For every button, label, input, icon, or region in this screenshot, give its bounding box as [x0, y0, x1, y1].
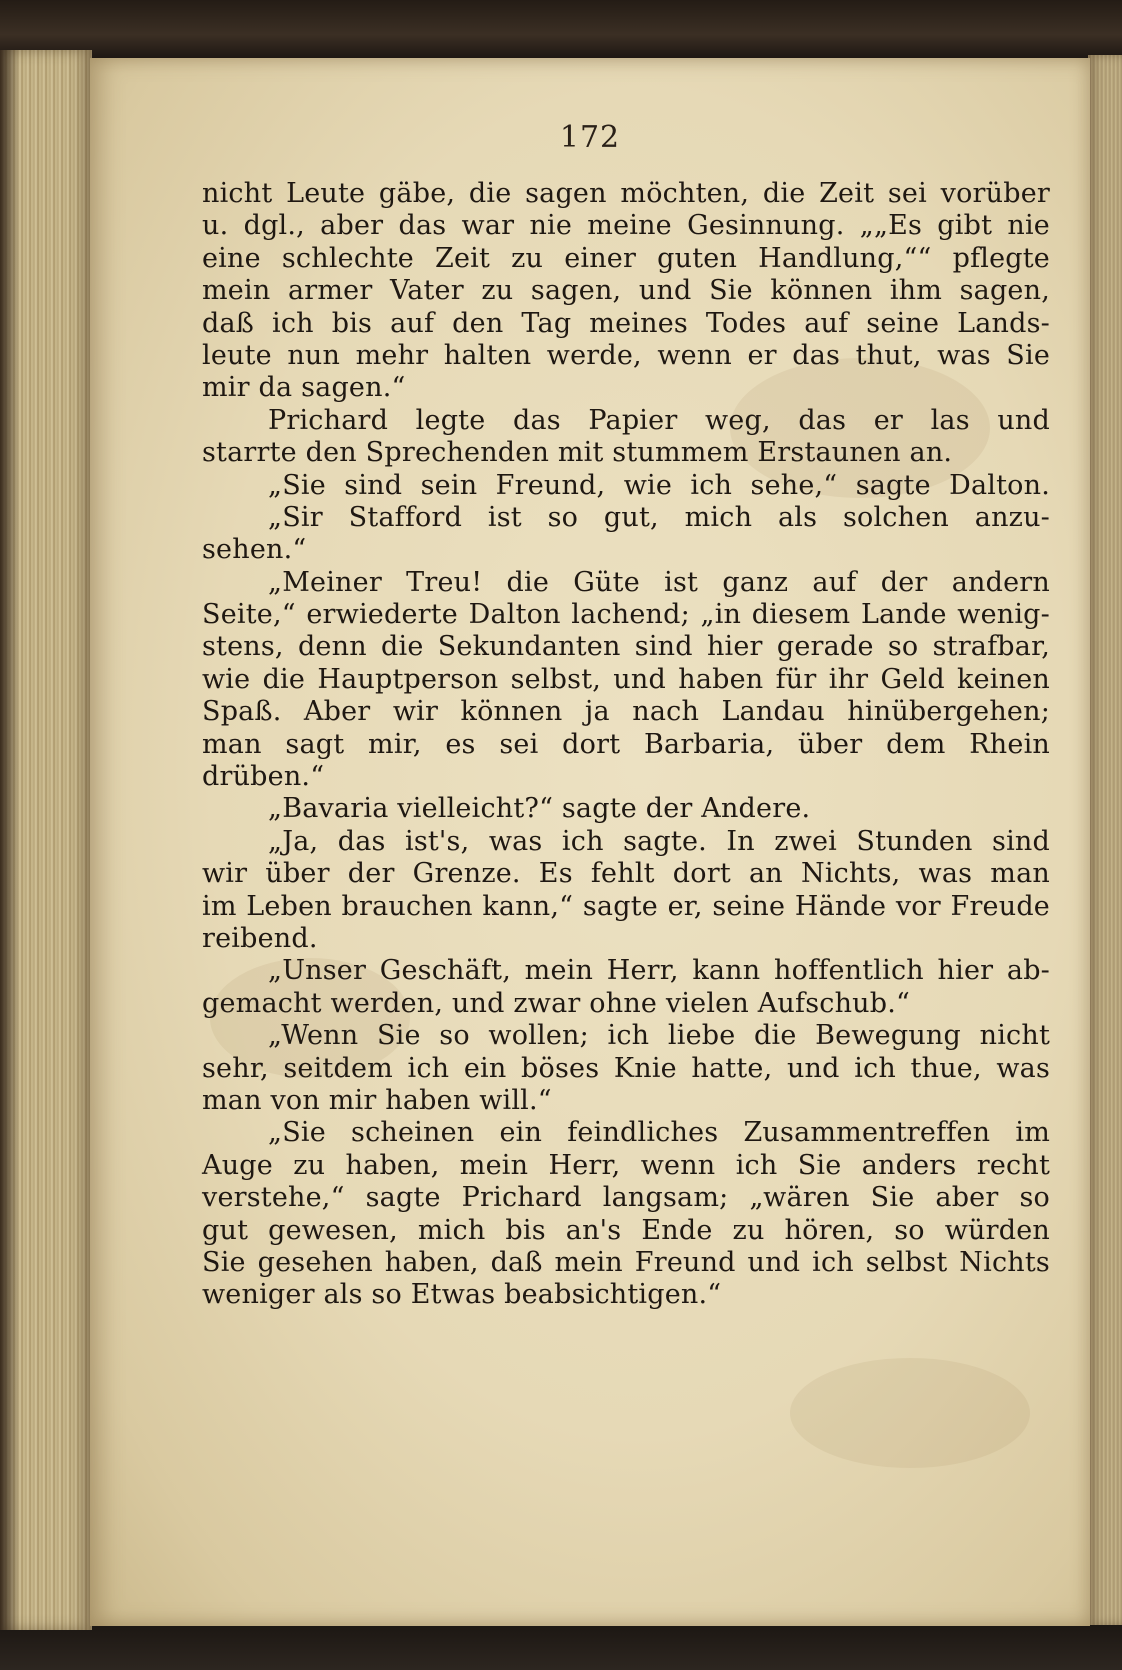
- text-line: eine schlechte Zeit zu einer guten Handlung,““ pflegte: [202, 242, 1050, 274]
- text-line: „Ja, das ist's, was ich sagte. In zwei Stunden sind: [268, 825, 1050, 857]
- text-line: nicht Leute gäbe, die sagen möchten, die Zeit sei vorüber: [202, 178, 1050, 209]
- text-line: starrte den Sprechenden mit stummem Erstaunen an.: [202, 437, 953, 469]
- text-line: u. dgl., aber das war nie meine Gesinnung. „„Es gibt nie: [202, 210, 1050, 242]
- body-text: [202, 178, 1050, 1312]
- text-line: Seite,“ erwiederte Dalton lachend; „in diesem Lande wenig-: [202, 599, 1050, 631]
- text-line: stens, denn die Sekundanten sind hier gerade so strafbar,: [202, 631, 1050, 663]
- text-line: wie die Hauptperson selbst, und haben für ihr Geld keinen: [202, 663, 1050, 695]
- text-line: gemacht werden, und zwar ohne vielen Aufschub.“: [202, 987, 911, 1019]
- text-line: „Bavaria vielleicht?“ sagte der Andere.: [268, 793, 811, 825]
- text-line: wir über der Grenze. Es fehlt dort an Nichts, was man: [202, 858, 1050, 890]
- book-page: [90, 58, 1090, 1626]
- book-binding-bottom: [0, 1622, 1122, 1670]
- text-line: Sie gesehen haben, daß mein Freund und ich selbst Nichts: [202, 1246, 1050, 1278]
- text-line: Prichard legte das Papier weg, das er las und: [268, 404, 1050, 436]
- text-line: man sagt mir, es sei dort Barbaria, über dem Rhein: [202, 728, 1050, 760]
- text-line: sehr, seitdem ich ein böses Knie hatte, und ich thue, was: [202, 1052, 1050, 1084]
- text-line: im Leben brauchen kann,“ sagte er, seine Hände vor Freude: [202, 890, 1050, 922]
- text-line: „Meiner Treu! die Güte ist ganz auf der andern: [268, 566, 1050, 598]
- text-line: weniger als so Etwas beabsichtigen.“: [202, 1279, 722, 1311]
- page-edges-right: [1088, 55, 1122, 1625]
- page-number: 172: [559, 120, 621, 155]
- paper-stain: [790, 1358, 1030, 1468]
- text-line: „Wenn Sie so wollen; ich liebe die Bewegung nicht: [268, 1020, 1050, 1052]
- text-line: sehen.“: [202, 534, 307, 566]
- text-line: „Unser Geschäft, mein Herr, kann hoffentlich hier ab-: [268, 955, 1050, 987]
- text-line: gut gewesen, mich bis an's Ende zu hören, so würden: [202, 1214, 1050, 1246]
- text-line: daß ich bis auf den Tag meines Todes auf seine Lands-: [202, 307, 1050, 339]
- text-line: man von mir haben will.“: [202, 1084, 552, 1116]
- text-line: leute nun mehr halten werde, wenn er das thut, was Sie: [202, 339, 1050, 371]
- text-line: mir da sagen.“: [202, 372, 406, 404]
- text-line: drüben.“: [202, 761, 325, 793]
- text-line: Spaß. Aber wir können ja nach Landau hinübergehen;: [202, 696, 1050, 728]
- text-line: mein armer Vater zu sagen, und Sie können ihm sagen,: [202, 275, 1050, 307]
- text-line: „Sir Stafford ist so gut, mich als solchen anzu-: [268, 501, 1050, 533]
- text-line: „Sie sind sein Freund, wie ich sehe,“ sagte Dalton.: [268, 469, 1050, 501]
- spine-shadow: [0, 50, 20, 1630]
- text-line: Auge zu haben, mein Herr, wenn ich Sie anders recht: [202, 1149, 1050, 1181]
- book-binding-top: [0, 0, 1122, 58]
- text-line: „Sie scheinen ein feindliches Zusammentreffen im: [268, 1117, 1050, 1149]
- text-line: verstehe,“ sagte Prichard langsam; „wären Sie aber so: [202, 1182, 1050, 1214]
- text-line: reibend.: [202, 922, 318, 954]
